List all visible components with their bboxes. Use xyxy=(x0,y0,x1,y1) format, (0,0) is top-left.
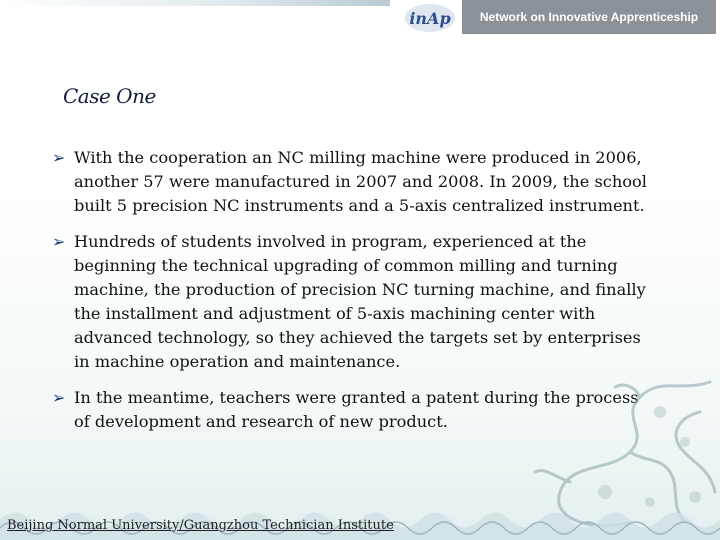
footer-credit: Beijing Normal University/Guangzhou Technician Institute xyxy=(7,518,394,533)
arrow-bullet-icon: ➢ xyxy=(52,148,66,167)
bullet-item xyxy=(52,146,652,218)
arrow-bullet-icon: ➢ xyxy=(52,388,66,407)
bullet-item xyxy=(52,230,652,374)
bullet-text: With the cooperation an NC milling machine were produced in 2006, another 57 were manufactured in 2007 and 2008. In 2009, the school built 5 precision NC instruments and a 5-axis centralized instrument. xyxy=(74,148,647,215)
top-decor-strip xyxy=(0,0,390,6)
network-banner: Network on Innovative Apprenticeship xyxy=(462,0,716,34)
arrow-bullet-icon: ➢ xyxy=(52,232,66,251)
bullet-text: In the meantime, teachers were granted a patent during the process of development and research of new product. xyxy=(74,388,639,431)
slide-title: Case One xyxy=(63,84,156,108)
inap-logo xyxy=(404,3,456,33)
logo-text: inAp xyxy=(409,9,451,28)
bullet-text: Hundreds of students involved in program, experienced at the beginning the technical upgrading of common milling and turning machine, the production of precision NC turning machine, and finally the installment and adjustment of 5-axis machining center with advanced technology, so they achieved the targets set by enterprises in machine operation and maintenance. xyxy=(74,232,646,371)
